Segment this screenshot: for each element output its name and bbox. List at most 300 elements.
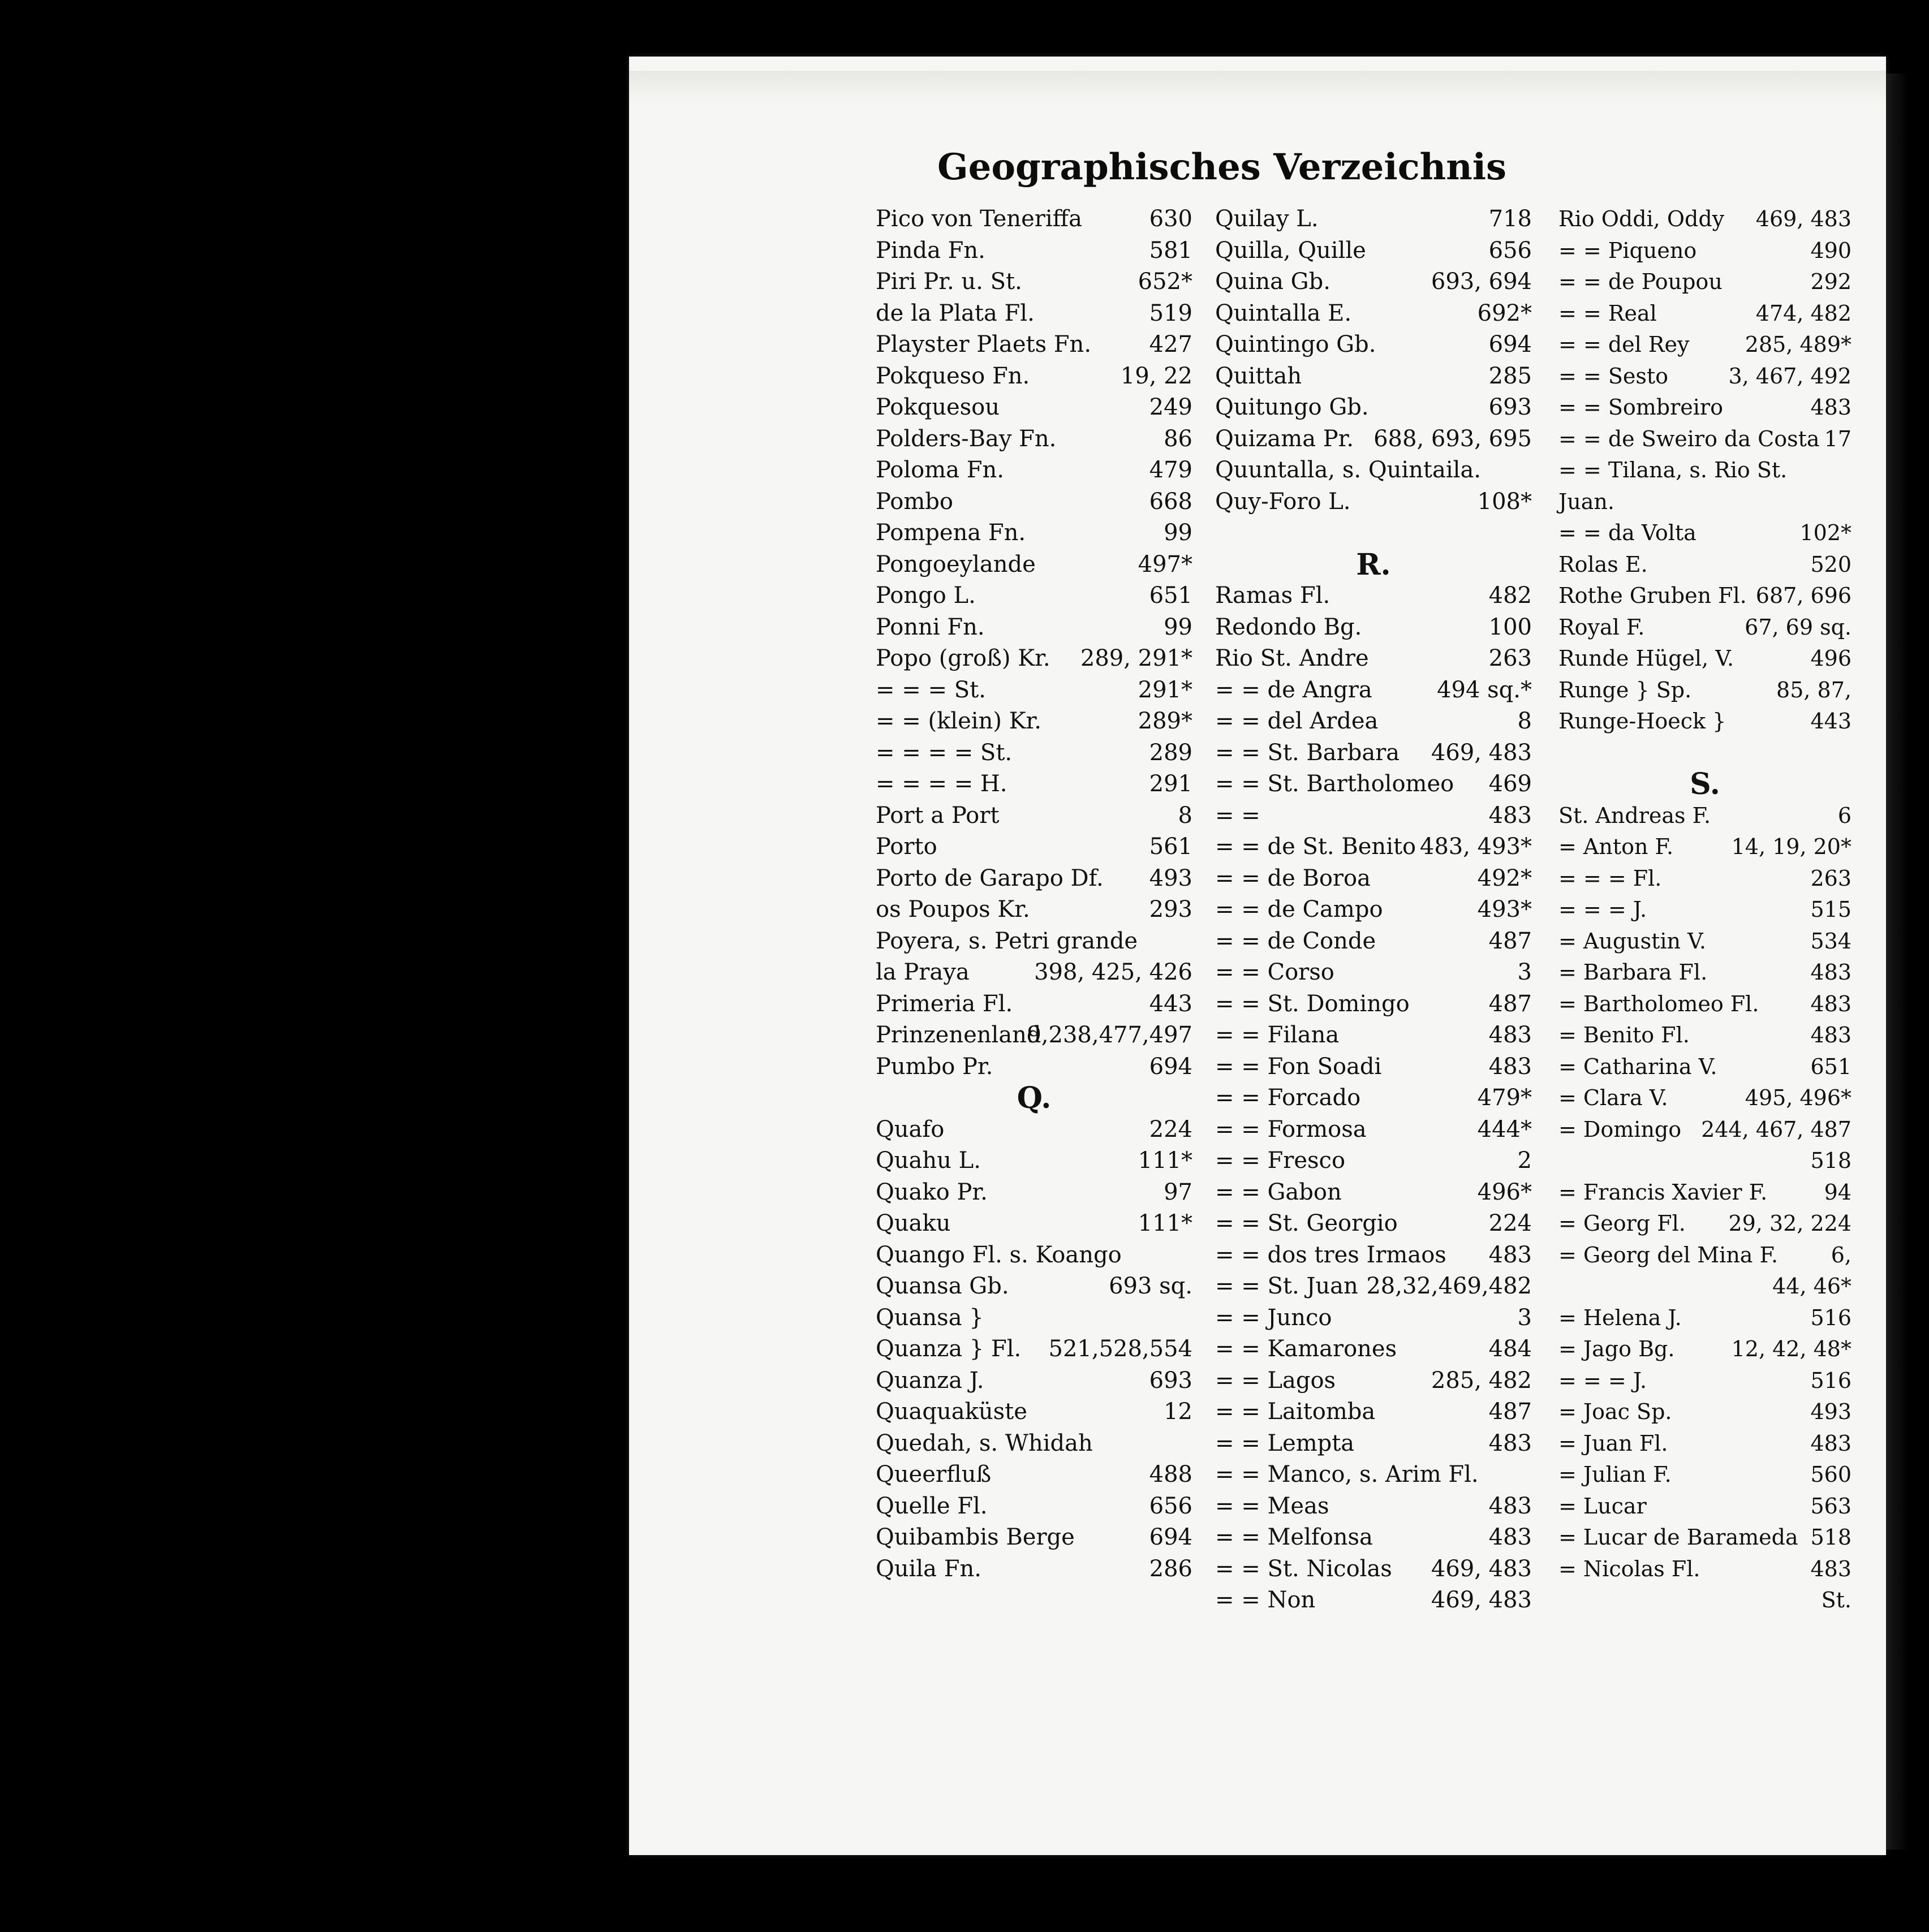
entry-pages: 102* bbox=[1799, 520, 1852, 545]
entry-name: Royal F. bbox=[1558, 614, 1645, 640]
entry-name: Quango Fl. s. Koango bbox=[876, 1241, 1122, 1268]
entry-pages: 291* bbox=[1138, 676, 1192, 703]
entry-pages: 496 bbox=[1810, 646, 1852, 671]
index-entry bbox=[1215, 738, 1532, 769]
index-entry bbox=[1215, 894, 1532, 926]
entry-pages: 249 bbox=[1149, 394, 1192, 420]
index-entry bbox=[876, 1051, 1192, 1083]
index-entry bbox=[1215, 1491, 1532, 1523]
index-entry bbox=[1558, 1585, 1852, 1616]
entry-pages: 519 bbox=[1149, 300, 1192, 326]
entry-name: Runge } Sp. bbox=[1558, 677, 1692, 702]
entry-name: = Jago Bg. bbox=[1558, 1336, 1675, 1361]
entry-pages: 111* bbox=[1138, 1210, 1192, 1236]
index-entry bbox=[1558, 1396, 1852, 1428]
entry-pages: 293 bbox=[1149, 896, 1192, 922]
entry-pages: 444* bbox=[1477, 1116, 1532, 1142]
index-entry bbox=[1558, 1459, 1852, 1491]
entry-name: Juan. bbox=[1558, 489, 1614, 514]
entry-pages: 483, 493* bbox=[1419, 834, 1532, 860]
index-entry bbox=[1558, 706, 1852, 738]
entry-name: Rolas E. bbox=[1558, 551, 1648, 577]
entry-pages: 94 bbox=[1824, 1179, 1852, 1205]
entry-pages: 12 bbox=[1164, 1399, 1192, 1425]
entry-pages: 469 bbox=[1488, 771, 1532, 797]
index-entry bbox=[1215, 675, 1532, 706]
index-entry bbox=[1215, 989, 1532, 1020]
entry-name: = Anton F. bbox=[1558, 834, 1674, 859]
entry-name: Playster Plaets Fn. bbox=[876, 331, 1092, 357]
entry-pages: 29, 32, 224 bbox=[1728, 1211, 1852, 1236]
index-entry bbox=[876, 926, 1192, 958]
entry-pages: 488 bbox=[1149, 1461, 1192, 1487]
entry-pages: 493 bbox=[1149, 865, 1192, 891]
index-entry bbox=[876, 329, 1192, 361]
index-entry bbox=[876, 204, 1192, 235]
entry-name: Quizama Pr. bbox=[1215, 425, 1354, 452]
entry-name: = = bbox=[1215, 802, 1260, 829]
entry-pages: 497* bbox=[1138, 551, 1192, 577]
index-entry bbox=[876, 1177, 1192, 1209]
entry-pages: 487 bbox=[1488, 1399, 1532, 1425]
index-entry bbox=[1215, 1083, 1532, 1114]
index-entry bbox=[1215, 1396, 1532, 1428]
entry-pages: 483 bbox=[1810, 395, 1852, 420]
entry-name: = = Formosa bbox=[1215, 1116, 1367, 1142]
entry-name: Pokquesou bbox=[876, 394, 1000, 420]
entry-pages: 67, 69 sq. bbox=[1745, 614, 1852, 640]
entry-pages: 286 bbox=[1149, 1555, 1192, 1582]
index-entry bbox=[1558, 1020, 1852, 1051]
entry-name: = = Manco, s. Arim Fl. bbox=[1215, 1461, 1479, 1487]
index-entry bbox=[1558, 1240, 1852, 1271]
entry-name: Quibambis Berge bbox=[876, 1524, 1075, 1550]
entry-name: St. Andreas F. bbox=[1558, 803, 1711, 828]
entry-pages: 493* bbox=[1477, 896, 1532, 922]
entry-pages: 97 bbox=[1164, 1179, 1192, 1205]
index-entry bbox=[1215, 1240, 1532, 1271]
index-entry bbox=[1215, 769, 1532, 800]
index-entry bbox=[876, 298, 1192, 330]
index-entry bbox=[876, 235, 1192, 267]
entry-pages: 285 bbox=[1488, 363, 1532, 389]
entry-pages: 3, 467, 492 bbox=[1728, 363, 1852, 389]
index-entry bbox=[1558, 455, 1852, 486]
index-entry bbox=[1558, 1554, 1852, 1585]
index-entry bbox=[1558, 863, 1852, 895]
entry-pages: 263 bbox=[1810, 865, 1852, 891]
index-entry bbox=[876, 1365, 1192, 1397]
book-spine-edge bbox=[1886, 74, 1909, 1849]
index-entry bbox=[1215, 831, 1532, 863]
entry-pages: 694 bbox=[1149, 1524, 1192, 1550]
index-entry bbox=[876, 1114, 1192, 1146]
entry-name: Prinzenenland bbox=[876, 1022, 1041, 1048]
index-entry bbox=[1215, 1459, 1532, 1491]
entry-name: Quitungo Gb. bbox=[1215, 394, 1369, 420]
index-entry bbox=[1215, 392, 1532, 424]
index-entry bbox=[1215, 706, 1532, 738]
entry-name: = = de Angra bbox=[1215, 676, 1372, 703]
entry-pages: 493 bbox=[1810, 1399, 1852, 1424]
entry-name: os Poupos Kr. bbox=[876, 896, 1030, 922]
index-entry bbox=[1215, 486, 1532, 518]
entry-pages: 651 bbox=[1810, 1054, 1852, 1079]
index-entry bbox=[1215, 1334, 1532, 1365]
entry-name: Quanza } Fl. bbox=[876, 1336, 1022, 1362]
entry-name: = Lucar bbox=[1558, 1493, 1647, 1519]
entry-name: = Clara V. bbox=[1558, 1085, 1668, 1110]
index-entry bbox=[1558, 1491, 1852, 1523]
entry-name: = Helena J. bbox=[1558, 1305, 1682, 1330]
entry-name: de la Plata Fl. bbox=[876, 300, 1035, 326]
entry-name: = = Lempta bbox=[1215, 1430, 1355, 1456]
entry-pages: 495, 496* bbox=[1745, 1085, 1852, 1110]
entry-pages: 652* bbox=[1138, 269, 1192, 295]
entry-name: = = = J. bbox=[1558, 897, 1647, 922]
index-entry bbox=[1558, 329, 1852, 361]
entry-pages: 718 bbox=[1488, 206, 1532, 232]
entry-name: Quaku bbox=[876, 1210, 951, 1236]
entry-pages: 483 bbox=[1488, 1430, 1532, 1456]
entry-name: = Benito Fl. bbox=[1558, 1023, 1690, 1047]
entry-name: = = Real bbox=[1558, 300, 1657, 326]
entry-name: = = da Volta bbox=[1558, 520, 1697, 545]
entry-name: Port a Port bbox=[876, 802, 1000, 829]
entry-pages: 483 bbox=[1810, 991, 1852, 1016]
entry-pages: 693 sq. bbox=[1109, 1273, 1192, 1299]
index-entry bbox=[876, 1491, 1192, 1523]
index-entry bbox=[876, 392, 1192, 424]
entry-name: = = (klein) Kr. bbox=[876, 708, 1041, 734]
entry-pages: 487 bbox=[1488, 990, 1532, 1017]
entry-name: = = St. Georgio bbox=[1215, 1210, 1398, 1236]
entry-name: Queerfluß bbox=[876, 1461, 992, 1487]
entry-pages: 44, 46* bbox=[1772, 1274, 1852, 1299]
entry-pages: 483 bbox=[1488, 1524, 1532, 1550]
entry-pages: 291 bbox=[1149, 771, 1192, 797]
index-entry bbox=[1558, 1303, 1852, 1334]
entry-pages: 285, 489* bbox=[1745, 332, 1852, 357]
index-entry bbox=[876, 1396, 1192, 1428]
index-entry bbox=[1215, 1208, 1532, 1240]
entry-name: Pompena Fn. bbox=[876, 520, 1026, 546]
entry-name: = = de Boroa bbox=[1215, 865, 1371, 891]
entry-pages: 6 bbox=[1837, 803, 1852, 828]
section-letter: Q. bbox=[1017, 1081, 1052, 1115]
index-entry bbox=[1558, 800, 1852, 832]
index-entry bbox=[1215, 518, 1532, 549]
entry-pages: 3 bbox=[1517, 959, 1532, 985]
entry-pages: 483 bbox=[1488, 802, 1532, 829]
entry-name: = Georg Fl. bbox=[1558, 1211, 1686, 1236]
index-entry bbox=[876, 831, 1192, 863]
entry-name: = = St. Juan bbox=[1215, 1273, 1358, 1299]
entry-name: Polders-Bay Fn. bbox=[876, 425, 1057, 452]
section-letter: R. bbox=[1356, 547, 1391, 582]
entry-name: Poyera, s. Petri grande bbox=[876, 928, 1138, 954]
index-entry bbox=[1558, 612, 1852, 644]
entry-name: Runge-Hoeck } bbox=[1558, 709, 1726, 734]
entry-pages: 630 bbox=[1149, 206, 1192, 232]
entry-pages: 443 bbox=[1149, 990, 1192, 1017]
entry-name: = = Gabon bbox=[1215, 1179, 1342, 1205]
index-entry bbox=[1558, 486, 1852, 518]
entry-name: Pombo bbox=[876, 488, 953, 515]
index-entry bbox=[876, 643, 1192, 675]
entry-name: Pico von Teneriffa bbox=[876, 206, 1082, 232]
entry-name: Ponni Fn. bbox=[876, 614, 985, 640]
entry-pages: 285, 482 bbox=[1431, 1367, 1532, 1394]
entry-pages: 6, bbox=[1831, 1242, 1852, 1267]
entry-pages: 516 bbox=[1810, 1368, 1852, 1393]
index-entry bbox=[876, 580, 1192, 612]
entry-name: = = Meas bbox=[1215, 1493, 1329, 1519]
entry-name: = = = = H. bbox=[876, 771, 1007, 797]
index-entry bbox=[1215, 1522, 1532, 1554]
index-entry bbox=[1558, 518, 1852, 549]
index-entry bbox=[1558, 643, 1852, 675]
index-entry bbox=[1558, 204, 1852, 235]
entry-name: Primeria Fl. bbox=[876, 990, 1013, 1017]
entry-name: Quanza J. bbox=[876, 1367, 984, 1394]
entry-pages: 656 bbox=[1149, 1493, 1192, 1519]
entry-pages: 483 bbox=[1810, 1430, 1852, 1456]
entry-name: = = del Rey bbox=[1558, 332, 1690, 357]
index-entry bbox=[1558, 989, 1852, 1020]
index-entry bbox=[876, 1334, 1192, 1365]
entry-pages: 86 bbox=[1164, 425, 1192, 452]
index-entry bbox=[876, 989, 1192, 1020]
index-entry bbox=[1215, 298, 1532, 330]
index-entry bbox=[1215, 1114, 1532, 1146]
index-entry bbox=[1558, 1365, 1852, 1397]
entry-pages: 693, 694 bbox=[1431, 269, 1532, 295]
entry-pages: 469, 483 bbox=[1431, 739, 1532, 766]
entry-name: Quintalla E. bbox=[1215, 300, 1352, 326]
entry-name: Pongoeylande bbox=[876, 551, 1036, 577]
index-entry bbox=[1215, 800, 1532, 832]
index-entry bbox=[1215, 926, 1532, 958]
entry-name: = Julian F. bbox=[1558, 1462, 1672, 1487]
entry-pages: 17 bbox=[1824, 426, 1852, 451]
index-entry bbox=[1558, 1145, 1852, 1177]
entry-pages: 2 bbox=[1517, 1148, 1532, 1174]
entry-name: Rio St. Andre bbox=[1215, 645, 1369, 671]
entry-pages: 289* bbox=[1138, 708, 1192, 734]
index-entry bbox=[876, 1208, 1192, 1240]
entry-name: Redondo Bg. bbox=[1215, 614, 1362, 640]
index-entry bbox=[1558, 738, 1852, 769]
entry-name: Rio Oddi, Oddy bbox=[1558, 206, 1725, 231]
index-entry bbox=[1558, 1428, 1852, 1460]
index-column-3 bbox=[1558, 204, 1852, 1616]
entry-pages: 694 bbox=[1149, 1053, 1192, 1080]
entry-pages: 469, 483 bbox=[1431, 1587, 1532, 1613]
index-entry bbox=[876, 675, 1192, 706]
index-entry bbox=[1558, 1114, 1852, 1146]
entry-name: = = St. Bartholomeo bbox=[1215, 771, 1454, 797]
section-letter: S. bbox=[1690, 767, 1720, 801]
index-entry bbox=[876, 1020, 1192, 1051]
index-entry bbox=[1215, 1303, 1532, 1334]
entry-pages: 224 bbox=[1488, 1210, 1532, 1236]
entry-pages: 693 bbox=[1149, 1367, 1192, 1394]
index-entry bbox=[1215, 1585, 1532, 1616]
index-entry bbox=[876, 1428, 1192, 1460]
entry-name: = = del Ardea bbox=[1215, 708, 1379, 734]
index-entry bbox=[1558, 424, 1852, 455]
entry-name: Pinda Fn. bbox=[876, 237, 985, 264]
entry-pages: 99 bbox=[1164, 520, 1192, 546]
entry-name: Quila Fn. bbox=[876, 1555, 981, 1582]
index-entry bbox=[876, 549, 1192, 581]
index-entry bbox=[1558, 1051, 1852, 1083]
entry-name: Quako Pr. bbox=[876, 1179, 988, 1205]
bleed-through-strip bbox=[629, 71, 1886, 105]
entry-name: Quy-Foro L. bbox=[1215, 488, 1351, 515]
index-entry bbox=[1215, 455, 1532, 486]
entry-pages: 289, 291* bbox=[1080, 645, 1192, 671]
index-entry bbox=[876, 266, 1192, 298]
entry-name: = = Kamarones bbox=[1215, 1336, 1397, 1362]
entry-name: Quafo bbox=[876, 1116, 945, 1142]
entry-pages: 479 bbox=[1149, 457, 1192, 483]
entry-name: Porto bbox=[876, 834, 937, 860]
index-entry bbox=[876, 1271, 1192, 1303]
entry-name: Poloma Fn. bbox=[876, 457, 1004, 483]
entry-pages: 108* bbox=[1477, 488, 1532, 515]
entry-pages: 688, 693, 695 bbox=[1373, 425, 1532, 452]
entry-pages: 469, 483 bbox=[1431, 1555, 1532, 1582]
entry-pages: 581 bbox=[1149, 237, 1192, 264]
entry-pages: 656 bbox=[1488, 237, 1532, 264]
index-entry bbox=[1558, 580, 1852, 612]
index-column-2 bbox=[1215, 204, 1532, 1616]
entry-pages: 289 bbox=[1149, 739, 1192, 766]
entry-pages: 520 bbox=[1810, 551, 1852, 577]
index-entry bbox=[876, 361, 1192, 393]
entry-name: Quilay L. bbox=[1215, 206, 1319, 232]
index-entry bbox=[1215, 361, 1532, 393]
index-entry bbox=[876, 957, 1192, 989]
entry-name: = = Fon Soadi bbox=[1215, 1053, 1382, 1080]
index-entry bbox=[1215, 612, 1532, 644]
entry-name: Quintingo Gb. bbox=[1215, 331, 1376, 357]
entry-name: = = Junco bbox=[1215, 1304, 1332, 1331]
entry-name: = = = = St. bbox=[876, 739, 1013, 766]
entry-name: = = Sesto bbox=[1558, 363, 1669, 389]
entry-pages: 561 bbox=[1149, 834, 1192, 860]
entry-pages: 19, 22 bbox=[1120, 363, 1192, 389]
index-entry bbox=[1558, 957, 1852, 989]
index-entry bbox=[876, 1240, 1192, 1271]
entry-name: Quedah, s. Whidah bbox=[876, 1430, 1093, 1456]
index-entry bbox=[1215, 580, 1532, 612]
entry-pages: 515 bbox=[1810, 897, 1852, 922]
entry-name: Quelle Fl. bbox=[876, 1493, 988, 1519]
index-entry bbox=[876, 738, 1192, 769]
entry-pages: St. bbox=[1821, 1588, 1852, 1612]
index-entry bbox=[876, 612, 1192, 644]
entry-pages: 496* bbox=[1477, 1179, 1532, 1205]
index-entry bbox=[876, 518, 1192, 549]
entry-name: la Praya bbox=[876, 959, 970, 985]
entry-name: Rothe Gruben Fl. bbox=[1558, 583, 1747, 608]
index-entry bbox=[876, 424, 1192, 455]
entry-name: = Francis Xavier F. bbox=[1558, 1179, 1768, 1205]
entry-name: = = Fresco bbox=[1215, 1148, 1346, 1174]
entry-name: = Juan Fl. bbox=[1558, 1430, 1668, 1456]
entry-name: = = Sombreiro bbox=[1558, 395, 1723, 420]
entry-name: Pokquesо Fn. bbox=[876, 363, 1030, 389]
index-entry bbox=[1215, 204, 1532, 235]
entry-name: Quuntalla, s. Quintaila. bbox=[1215, 457, 1481, 483]
entry-pages: 490 bbox=[1810, 238, 1852, 263]
index-entry bbox=[1215, 424, 1532, 455]
entry-name: Quansa } bbox=[876, 1304, 984, 1331]
index-entry bbox=[1558, 926, 1852, 958]
entry-name: Pongo L. bbox=[876, 583, 976, 609]
index-entry bbox=[1215, 643, 1532, 675]
entry-name: = = St. Domingo bbox=[1215, 990, 1410, 1017]
entry-name: = Lucar de Barameda bbox=[1558, 1525, 1798, 1550]
index-entry bbox=[1558, 392, 1852, 424]
entry-name: = = = St. bbox=[876, 676, 986, 703]
index-entry bbox=[1558, 1522, 1852, 1554]
entry-pages: 427 bbox=[1149, 331, 1192, 357]
index-column-1 bbox=[876, 204, 1192, 1585]
index-entry bbox=[1215, 1051, 1532, 1083]
entry-pages: 534 bbox=[1810, 928, 1852, 954]
entry-pages: 292 bbox=[1810, 269, 1852, 294]
entry-pages: 100 bbox=[1488, 614, 1532, 640]
index-entry bbox=[1558, 1334, 1852, 1365]
index-entry bbox=[1215, 1365, 1532, 1397]
entry-pages: 651 bbox=[1149, 583, 1192, 609]
index-entry bbox=[876, 486, 1192, 518]
index-entry bbox=[1215, 1177, 1532, 1209]
index-entry bbox=[876, 894, 1192, 926]
entry-name: = = Tilana, s. Rio St. bbox=[1558, 458, 1788, 482]
index-entry bbox=[1558, 361, 1852, 393]
entry-pages: 111* bbox=[1138, 1148, 1192, 1174]
entry-pages: 687, 696 bbox=[1755, 583, 1852, 608]
entry-pages: 483 bbox=[1488, 1022, 1532, 1048]
entry-name: = Catharina V. bbox=[1558, 1054, 1717, 1079]
index-entry bbox=[1558, 831, 1852, 863]
index-entry bbox=[1215, 1554, 1532, 1585]
index-entry bbox=[876, 455, 1192, 486]
entry-pages: 483 bbox=[1488, 1053, 1532, 1080]
entry-name: = = Melfonsa bbox=[1215, 1524, 1373, 1550]
entry-name: = = de Poupou bbox=[1558, 269, 1723, 294]
entry-pages: 12, 42, 48* bbox=[1731, 1336, 1852, 1361]
entry-pages: 14, 19, 20* bbox=[1731, 834, 1852, 859]
entry-pages: 469, 483 bbox=[1755, 206, 1852, 231]
entry-name: = = Corso bbox=[1215, 959, 1334, 985]
index-entry bbox=[1558, 1208, 1852, 1240]
entry-name: = = de Campo bbox=[1215, 896, 1383, 922]
entry-name: Runde Hügel, V. bbox=[1558, 646, 1734, 671]
index-entry bbox=[1215, 863, 1532, 895]
index-entry bbox=[1215, 266, 1532, 298]
entry-name: = Bartholomeo Fl. bbox=[1558, 991, 1759, 1016]
index-entry bbox=[1215, 235, 1532, 267]
entry-pages: 483 bbox=[1810, 960, 1852, 985]
entry-pages: 398, 425, 426 bbox=[1034, 959, 1192, 985]
entry-pages: 9,238,477,497 bbox=[1027, 1022, 1192, 1048]
